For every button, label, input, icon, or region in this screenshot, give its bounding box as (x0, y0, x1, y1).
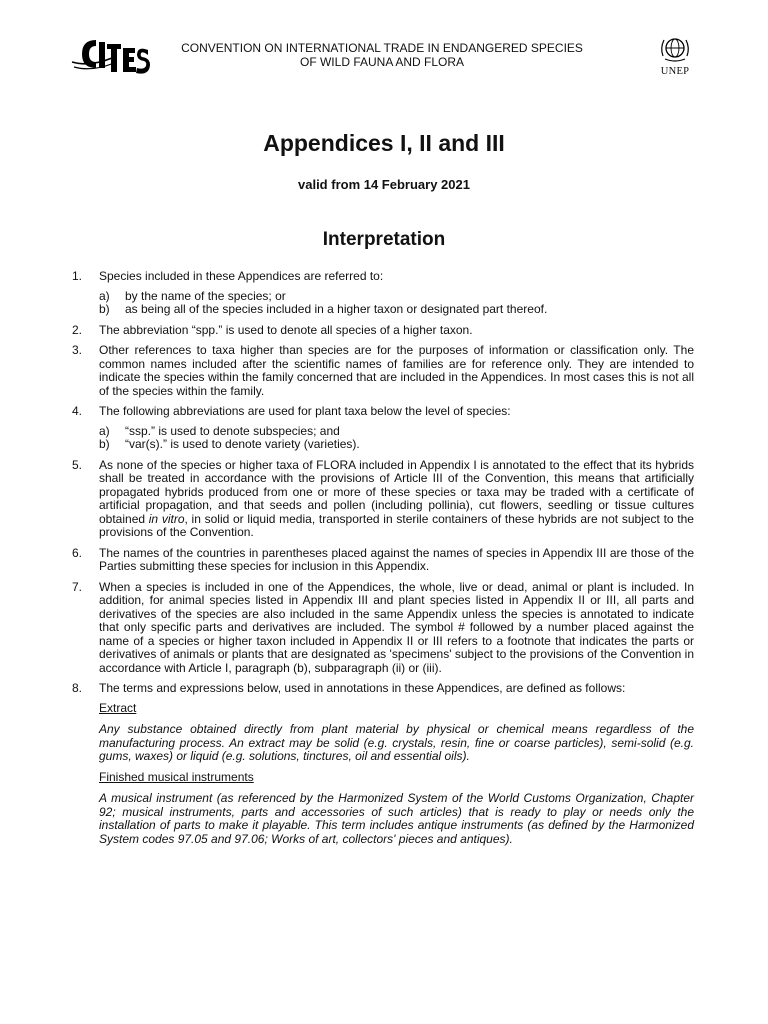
item-number: 2. (72, 322, 83, 337)
item-text (99, 459, 694, 540)
convention-title (162, 41, 602, 69)
sub-item-text: “ssp.” is used to denote subspecies; and (125, 423, 340, 438)
item-text: The terms and expressions below, used in annotations in these Appendices, are defined as follows: (99, 681, 626, 695)
document-header (70, 34, 700, 82)
sub-item-letter: b) (99, 437, 110, 451)
sub-item-text: “var(s).” is used to denote variety (varieties). (125, 437, 360, 451)
sub-item-text: by the name of the species; or (125, 288, 286, 303)
definition-term: Extract (99, 700, 137, 715)
item-number: 7. (72, 579, 83, 594)
convention-title-line2: OF WILD FAUNA AND FLORA (299, 55, 465, 69)
list-item (72, 682, 694, 846)
interpretation-list (72, 270, 694, 853)
definition-text: A musical instrument (as referenced by the Harmonized System of the World Customs Organization, Chapter 92; musical instruments, parts and accessories of such articles) that is ready to play or needs only the installation of parts to make it playable. This term includes antique instruments (as defined by the Harmonized System codes 97.05 and 97.06; Works of art, collectors' pieces and antiques). (99, 791, 694, 846)
item-number: 5. (72, 457, 83, 472)
item-text: The names of the countries in parentheses placed against the names of species in Appendix III are those of the Parties submitting these species for inclusion in this Appendix. (99, 545, 694, 573)
sub-item (99, 303, 694, 317)
sub-item-letter: a) (99, 288, 110, 303)
validity-date: valid from 14 February 2021 (298, 177, 470, 192)
convention-title-line1: CONVENTION ON INTERNATIONAL TRADE IN ENDANGERED SPECIES (181, 41, 583, 55)
sub-item (99, 438, 694, 452)
item-text: Other references to taxa higher than species are for the purposes of information or classification only. The common names included after the scientific names of families are for reference only. They are intended to indicate the species within the family concerned that are included in the Appendices. In most cases this is not all of the species within the family. (99, 343, 694, 398)
item-number: 3. (72, 343, 83, 357)
item-text-part: , in solid or liquid media, transported in sterile containers of these hybrids are not subject to the provisions of the Convention. (99, 511, 694, 539)
sub-item (99, 290, 694, 304)
list-item (72, 344, 694, 398)
sub-item-letter: b) (99, 302, 110, 316)
sub-item-letter: a) (99, 423, 110, 438)
list-item (72, 270, 694, 317)
list-item (72, 547, 694, 574)
list-item (72, 459, 694, 540)
item-number: 4. (72, 404, 83, 418)
item-text: The following abbreviations are used for plant taxa below the level of species: (99, 404, 511, 418)
unep-label: UNEP (660, 66, 690, 77)
cites-logo (70, 34, 150, 78)
item-text: When a species is included in one of the Appendices, the whole, live or dead, animal or plant is included. In addition, for animal species listed in Appendix III and plant species listed in Appendix II or III, all parts and derivatives of the species are also included in the same Appendix unless the species is annotated to indicate that only specific parts and derivatives are included. The symbol # followed by a number placed against the name of a species or higher taxon included in Appendix II or III refers to a footnote that indicates the parts or derivatives of animals or plants that are designated as 'specimens' subject to the provisions of the Convention in accordance with Article I, paragraph (b), subparagraph (ii) or (iii). (99, 579, 694, 675)
sub-item (99, 425, 694, 439)
sub-list (99, 425, 694, 452)
section-title: Interpretation (322, 229, 446, 250)
definition-text: Any substance obtained directly from plant material by physical or chemical means regardless of the manufacturing process. An extract may be solid (e.g. crystals, resin, fine or coarse particles), semi-solid (e.g. gums, waxes) or liquid (e.g. solutions, tinctures, oil and essential oils). (99, 722, 694, 763)
sub-list (99, 290, 694, 317)
item-text-italic: in vitro (148, 511, 185, 526)
definition-term: Finished musical instruments (99, 769, 254, 784)
item-number: 1. (72, 269, 83, 283)
page-title: Appendices I, II and III (263, 130, 505, 156)
list-item (72, 405, 694, 452)
item-text: The abbreviation “spp.” is used to denote all species of a higher taxon. (99, 322, 473, 337)
item-number: 6. (72, 545, 83, 560)
item-text: Species included in these Appendices are referred to: (99, 269, 384, 283)
list-item (72, 581, 694, 676)
definition-list (99, 702, 694, 847)
sub-item-text: as being all of the species included in a higher taxon or designated part thereof. (125, 302, 548, 316)
list-item (72, 324, 694, 338)
item-text-part: As none of the species or higher taxa of FLORA included in Appendix I is annotated to the effect that its hybrids shall be treated in accordance with the provisions of Article III of the Convention, this means that artificially propagated hybrids produced from one or more of these species or taxa may be traded with a certificate of artificial propagation, and that seeds and pollen (including pollinia), cut flowers, seedling or tissue cultures obtained (99, 457, 694, 526)
item-number: 8. (72, 681, 83, 695)
